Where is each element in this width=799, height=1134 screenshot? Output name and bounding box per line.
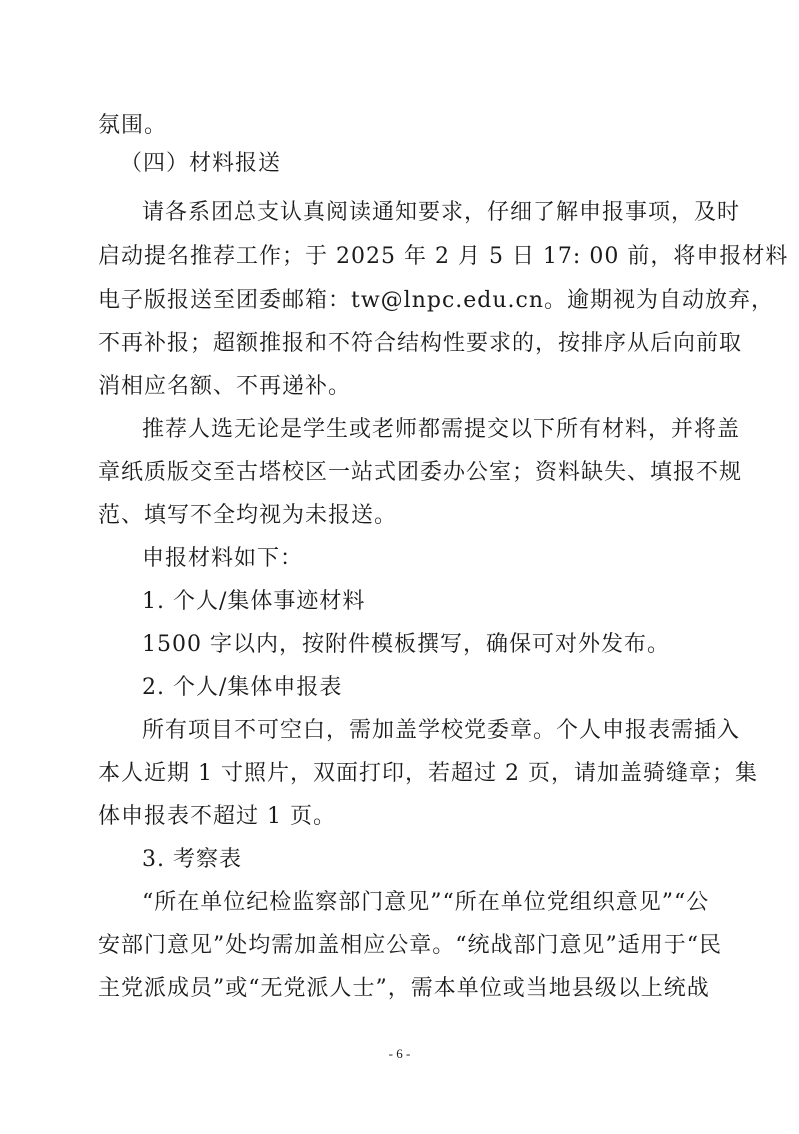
paragraph-line: 氛围。 xyxy=(98,113,168,138)
list-item-heading: 3. 考察表 xyxy=(142,847,242,872)
paragraph-line: 不再补报；超额推报和不符合结构性要求的，按排序从后向前取 xyxy=(98,331,743,356)
paragraph-line: 申报材料如下： xyxy=(142,546,304,571)
paragraph-line: “所在单位纪检监察部门意见”“所在单位党组织意见”“公 xyxy=(142,890,710,915)
paragraph-line: 所有项目不可空白，需加盖学校党委章。个人申报表需插入 xyxy=(142,718,741,743)
list-item-heading: 2. 个人/集体申报表 xyxy=(142,675,343,700)
paragraph-line: 主党派成员”或“无党派人士”，需本单位或当地县级以上统战 xyxy=(98,976,710,1001)
paragraph-line: 体申报表不超过 1 页。 xyxy=(98,804,336,829)
paragraph-line: 范、填写不全均视为未报送。 xyxy=(98,503,398,528)
section-heading: （四）材料报送 xyxy=(120,151,282,176)
paragraph-line: 请各系团总支认真阅读通知要求，仔细了解申报事项，及时 xyxy=(142,200,741,225)
page-number: - 6 - xyxy=(388,1046,411,1061)
paragraph-line: 1500 字以内，按附件模板撰写，确保可对外发布。 xyxy=(142,632,670,657)
paragraph-line: 安部门意见”处均需加盖相应公章。“统战部门意见”适用于“民 xyxy=(98,933,722,958)
paragraph-line: 章纸质版交至古塔校区一站式团委办公室；资料缺失、填报不规 xyxy=(98,460,743,485)
paragraph-line: 消相应名额、不再递补。 xyxy=(98,374,352,399)
paragraph-line: 电子版报送至团委邮箱：tw@lnpc.edu.cn。逾期视为自动放弃， xyxy=(98,288,775,313)
paragraph-line: 本人近期 1 寸照片，双面打印，若超过 2 页，请加盖骑缝章；集 xyxy=(98,761,758,786)
list-item-heading: 1. 个人/集体事迹材料 xyxy=(142,589,366,614)
paragraph-line: 推荐人选无论是学生或老师都需提交以下所有材料，并将盖 xyxy=(142,417,741,442)
paragraph-line: 启动提名推荐工作；于 2025 年 2 月 5 日 17: 00 前，将申报材料 xyxy=(98,244,789,269)
